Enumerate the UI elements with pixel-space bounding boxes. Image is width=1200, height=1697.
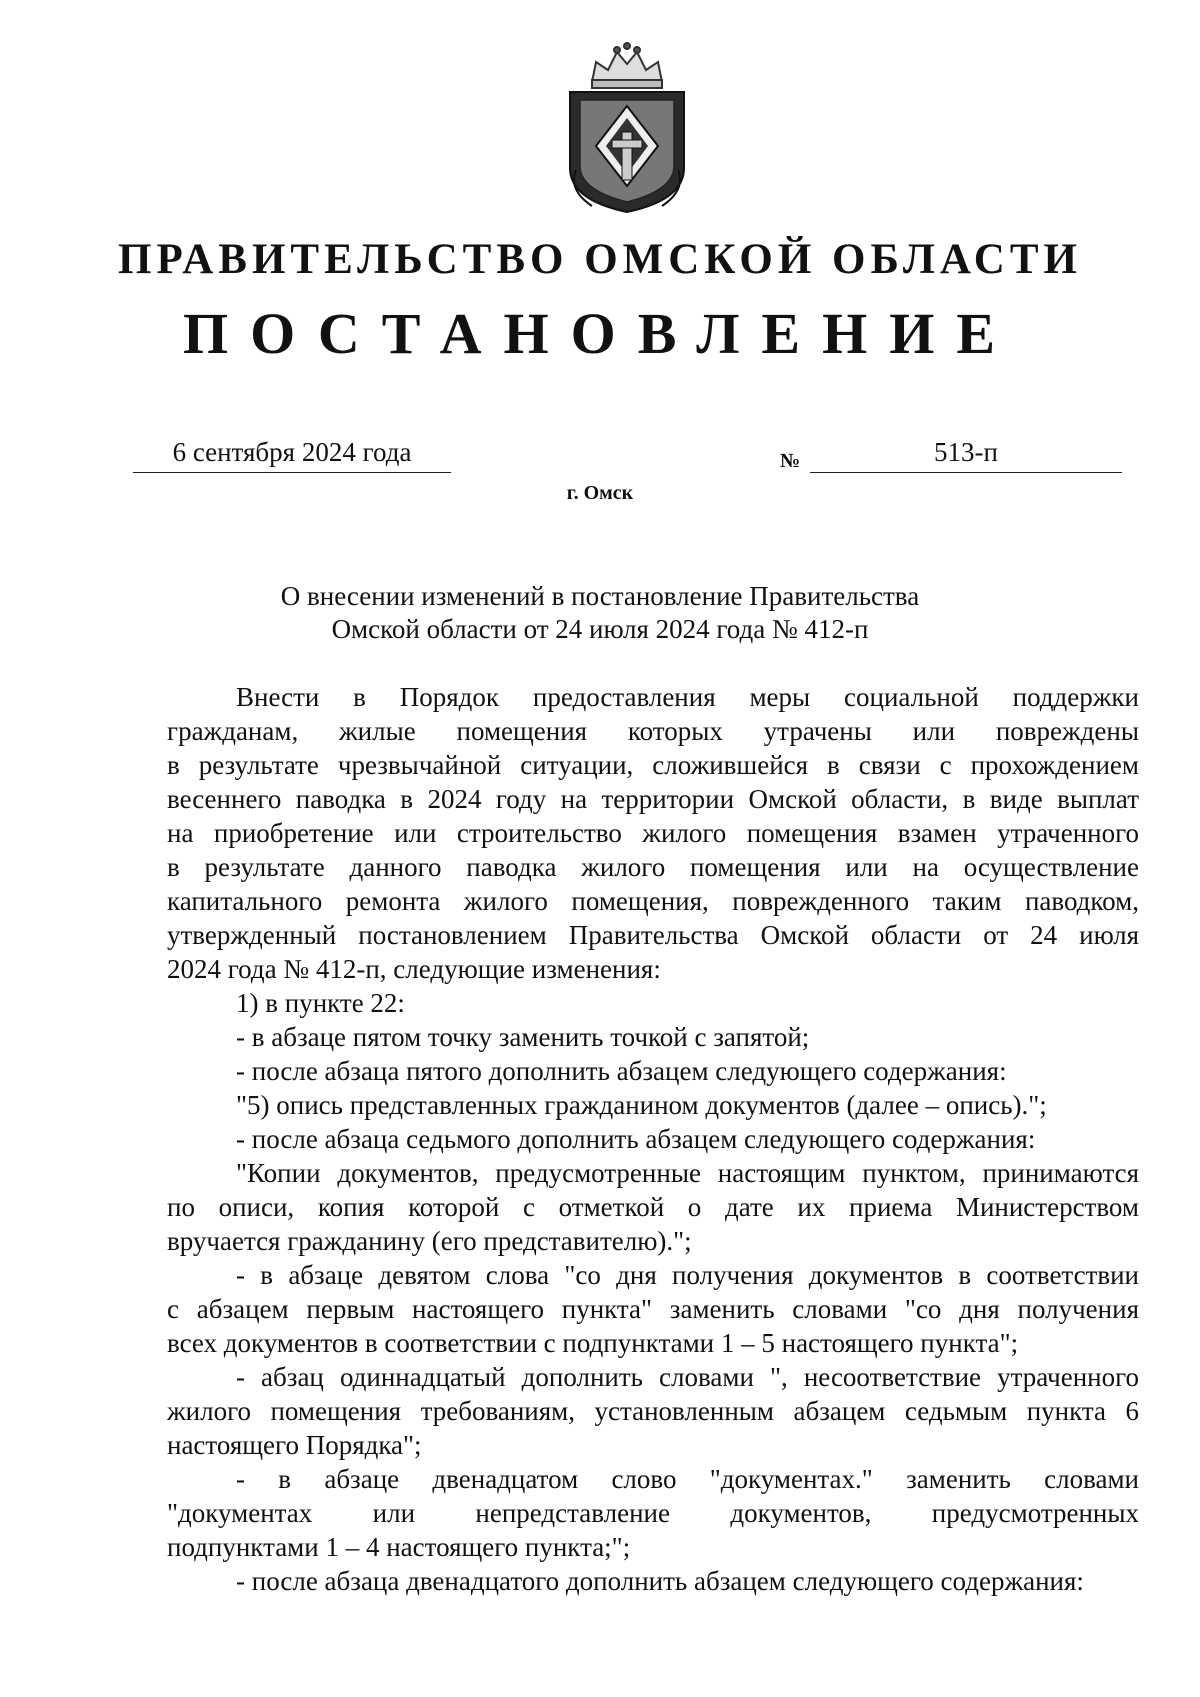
paragraph-line: весеннего паводка в 2024 году на территории Омской области, в виде выплат xyxy=(167,784,1139,814)
paragraph-line: жилого помещения требованиям, установленным абзацем седьмым пункта 6 xyxy=(167,1396,1139,1426)
list-item: 1) в пункте 22: xyxy=(236,988,405,1018)
subject-line-2: Омской области от 24 июля 2024 года № 412-п xyxy=(331,614,869,644)
document-body xyxy=(167,680,1139,1598)
list-item: - после абзаца пятого дополнить абзацем следующего содержания: xyxy=(236,1056,1007,1086)
paragraph-line: - в абзаце двенадцатом слово "документах." заменить словами xyxy=(236,1464,1139,1494)
list-item: - после абзаца двенадцатого дополнить абзацем следующего содержания: xyxy=(236,1566,1084,1596)
paragraph-line: капитального ремонта жилого помещения, поврежденного таким паводком, xyxy=(167,886,1139,916)
document-date: 6 сентября 2024 года xyxy=(133,437,451,473)
document-type: ПОСТАНОВЛЕНИЕ xyxy=(182,301,1018,366)
document-number: 513-п xyxy=(810,437,1122,473)
paragraph-line: всех документов в соответствии с подпунктами 1 – 5 настоящего пункта"; xyxy=(167,1328,1019,1358)
list-item: - в абзаце пятом точку заменить точкой с запятой; xyxy=(236,1022,810,1052)
paragraph-line: в результате чрезвычайной ситуации, сложившейся в связи с прохождением xyxy=(167,750,1139,780)
paragraph-line: утвержденный постановлением Правительства Омской области от 24 июля xyxy=(167,920,1139,950)
paragraph-line: настоящего Порядка"; xyxy=(167,1430,422,1460)
paragraph-line: в результате данного паводка жилого помещения или на осуществление xyxy=(167,852,1139,882)
paragraph-line: на приобретение или строительство жилого помещения взамен утраченного xyxy=(167,818,1139,848)
paragraph-line: "Копии документов, предусмотренные настоящим пунктом, принимаются xyxy=(236,1158,1139,1188)
paragraph-line: - в абзаце девятом слова "со дня получения документов в соответствии xyxy=(236,1260,1139,1290)
subject-line-1: О внесении изменений в постановление Правительства xyxy=(280,581,920,611)
list-item: - после абзаца седьмого дополнить абзацем следующего содержания: xyxy=(236,1124,1036,1154)
paragraph-line: с абзацем первым настоящего пункта" заменить словами "со дня получения xyxy=(167,1294,1139,1324)
document-subject xyxy=(0,580,1200,646)
paragraph-line: 2024 года № 412-п, следующие изменения: xyxy=(167,954,661,984)
government-title: ПРАВИТЕЛЬСТВО ОМСКОЙ ОБЛАСТИ xyxy=(118,236,1082,283)
coat-of-arms-emblem xyxy=(562,40,692,215)
paragraph-line: подпунктами 1 – 4 настоящего пункта;"; xyxy=(167,1532,631,1562)
paragraph-line: по описи, копия которой с отметкой о дате их приема Министерством xyxy=(167,1192,1139,1222)
paragraph-line: гражданам, жилые помещения которых утрачены или повреждены xyxy=(167,716,1139,746)
paragraph-line: - абзац одиннадцатый дополнить словами ", несоответствие утраченного xyxy=(236,1362,1139,1392)
paragraph-line: Внести в Порядок предоставления меры социальной поддержки xyxy=(236,682,1139,712)
paragraph-line: "документах или непредставление документов, предусмотренных xyxy=(167,1498,1139,1528)
number-label: № xyxy=(780,450,801,472)
paragraph-line: вручается гражданину (его представителю)."; xyxy=(167,1226,692,1256)
city: г. Омск xyxy=(566,482,634,504)
list-item: "5) опись представленных гражданином документов (далее – опись)."; xyxy=(236,1090,1047,1120)
